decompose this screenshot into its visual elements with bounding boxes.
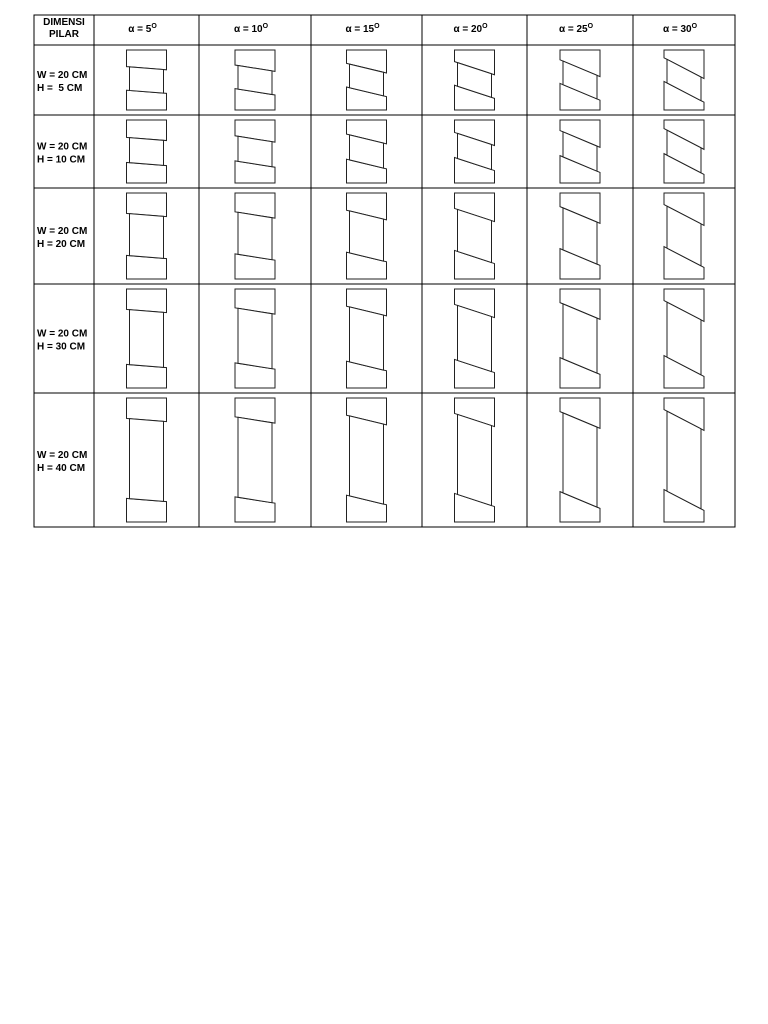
degree-superscript: O bbox=[482, 23, 488, 30]
pillar-figure bbox=[455, 398, 495, 522]
row-label-height: H = 30 CM bbox=[37, 341, 86, 353]
row-label-column bbox=[37, 70, 87, 474]
degree-superscript: O bbox=[374, 23, 380, 30]
pillar-figure bbox=[455, 193, 495, 279]
pillar-drawings bbox=[127, 50, 705, 522]
pillar-shaft bbox=[130, 310, 164, 368]
pillar-figure bbox=[127, 120, 167, 183]
pillar-top-cap bbox=[127, 398, 167, 422]
row-label-width: W = 20 CM bbox=[37, 328, 88, 340]
pillar-figure bbox=[560, 120, 600, 183]
pillar-figure bbox=[347, 289, 387, 388]
angle-header: $\alpha = 5^O$ bbox=[128, 23, 157, 35]
pillar-figure bbox=[235, 120, 275, 183]
pillar-top-cap bbox=[127, 289, 167, 313]
pillar-shaft bbox=[238, 308, 272, 368]
row-label-height: H = 10 CM bbox=[37, 154, 86, 166]
angle-header: $\alpha = 25^O$ bbox=[558, 23, 594, 35]
pillar-figure bbox=[347, 120, 387, 183]
row-label-width: W = 20 CM bbox=[37, 70, 88, 81]
pillar-shaft bbox=[350, 211, 384, 261]
pillar-shaft bbox=[350, 416, 384, 504]
pillar-figure bbox=[127, 398, 167, 522]
degree-superscript: O bbox=[262, 23, 269, 30]
pillar-shaft bbox=[130, 214, 164, 259]
pillar-shaft bbox=[238, 136, 272, 166]
degree-superscript: O bbox=[691, 23, 698, 30]
row-label-height: H = 40 CM bbox=[37, 463, 86, 474]
pillar-figure bbox=[235, 50, 275, 110]
pillar-figure bbox=[664, 398, 704, 522]
pillar-figure bbox=[127, 289, 167, 388]
angle-header: $\alpha = 30^O$ bbox=[662, 23, 698, 35]
pillar-figure bbox=[664, 289, 704, 388]
pillar-figure bbox=[127, 193, 167, 279]
pillar-figure bbox=[235, 193, 275, 279]
pillar-shaft bbox=[130, 138, 164, 166]
pillar-figure bbox=[455, 120, 495, 183]
angle-header: $\alpha = 10^O$ bbox=[233, 23, 269, 35]
pillar-figure bbox=[664, 193, 704, 279]
pillar-figure bbox=[560, 398, 600, 522]
pillar-figure bbox=[664, 120, 704, 183]
pillar-figure bbox=[560, 193, 600, 279]
row-label-width: W = 20 CM bbox=[37, 450, 88, 461]
pillar-figure bbox=[235, 398, 275, 522]
pillar-figure bbox=[560, 50, 600, 110]
pillar-shaft bbox=[238, 212, 272, 259]
pillar-figure bbox=[347, 50, 387, 110]
row-label-height: H = 5 CM bbox=[37, 83, 83, 94]
pillar-figure bbox=[455, 50, 495, 110]
degree-superscript: O bbox=[151, 23, 157, 30]
pillar-shaft bbox=[238, 417, 272, 502]
corner-header-line: PILAR bbox=[49, 29, 79, 40]
pillar-shaft bbox=[238, 66, 272, 95]
pillar-shaft bbox=[563, 413, 597, 507]
pillar-shaft bbox=[667, 411, 701, 509]
row-label-width: W = 20 CM bbox=[37, 141, 88, 153]
pillar-shaft bbox=[350, 307, 384, 370]
pillar-figure bbox=[347, 398, 387, 522]
pillar-figure bbox=[347, 193, 387, 279]
pillar-figure bbox=[560, 289, 600, 388]
pillar-bottom-cap bbox=[127, 498, 167, 522]
pillar-figure bbox=[455, 289, 495, 388]
angle-header: $\alpha = 15^O$ bbox=[345, 23, 380, 35]
pillar-shaft bbox=[130, 67, 164, 93]
pillar-shaft bbox=[130, 419, 164, 502]
angle-header: $\alpha = 20^O$ bbox=[453, 23, 488, 35]
corner-header-line: DIMENSI bbox=[43, 17, 85, 28]
pillar-shaft bbox=[458, 414, 492, 505]
table-header-row bbox=[43, 17, 697, 40]
pillar-figure bbox=[664, 50, 704, 110]
degree-superscript: O bbox=[587, 23, 594, 30]
pillar-top-cap bbox=[127, 193, 167, 217]
pillar-bottom-cap bbox=[127, 255, 167, 279]
pillar-shaft bbox=[458, 305, 492, 371]
pillar-figure bbox=[235, 289, 275, 388]
pillar-bottom-cap bbox=[127, 364, 167, 388]
pillar-figure bbox=[127, 50, 167, 110]
row-label-height: H = 20 CM bbox=[37, 239, 86, 250]
row-label-width: W = 20 CM bbox=[37, 226, 88, 237]
